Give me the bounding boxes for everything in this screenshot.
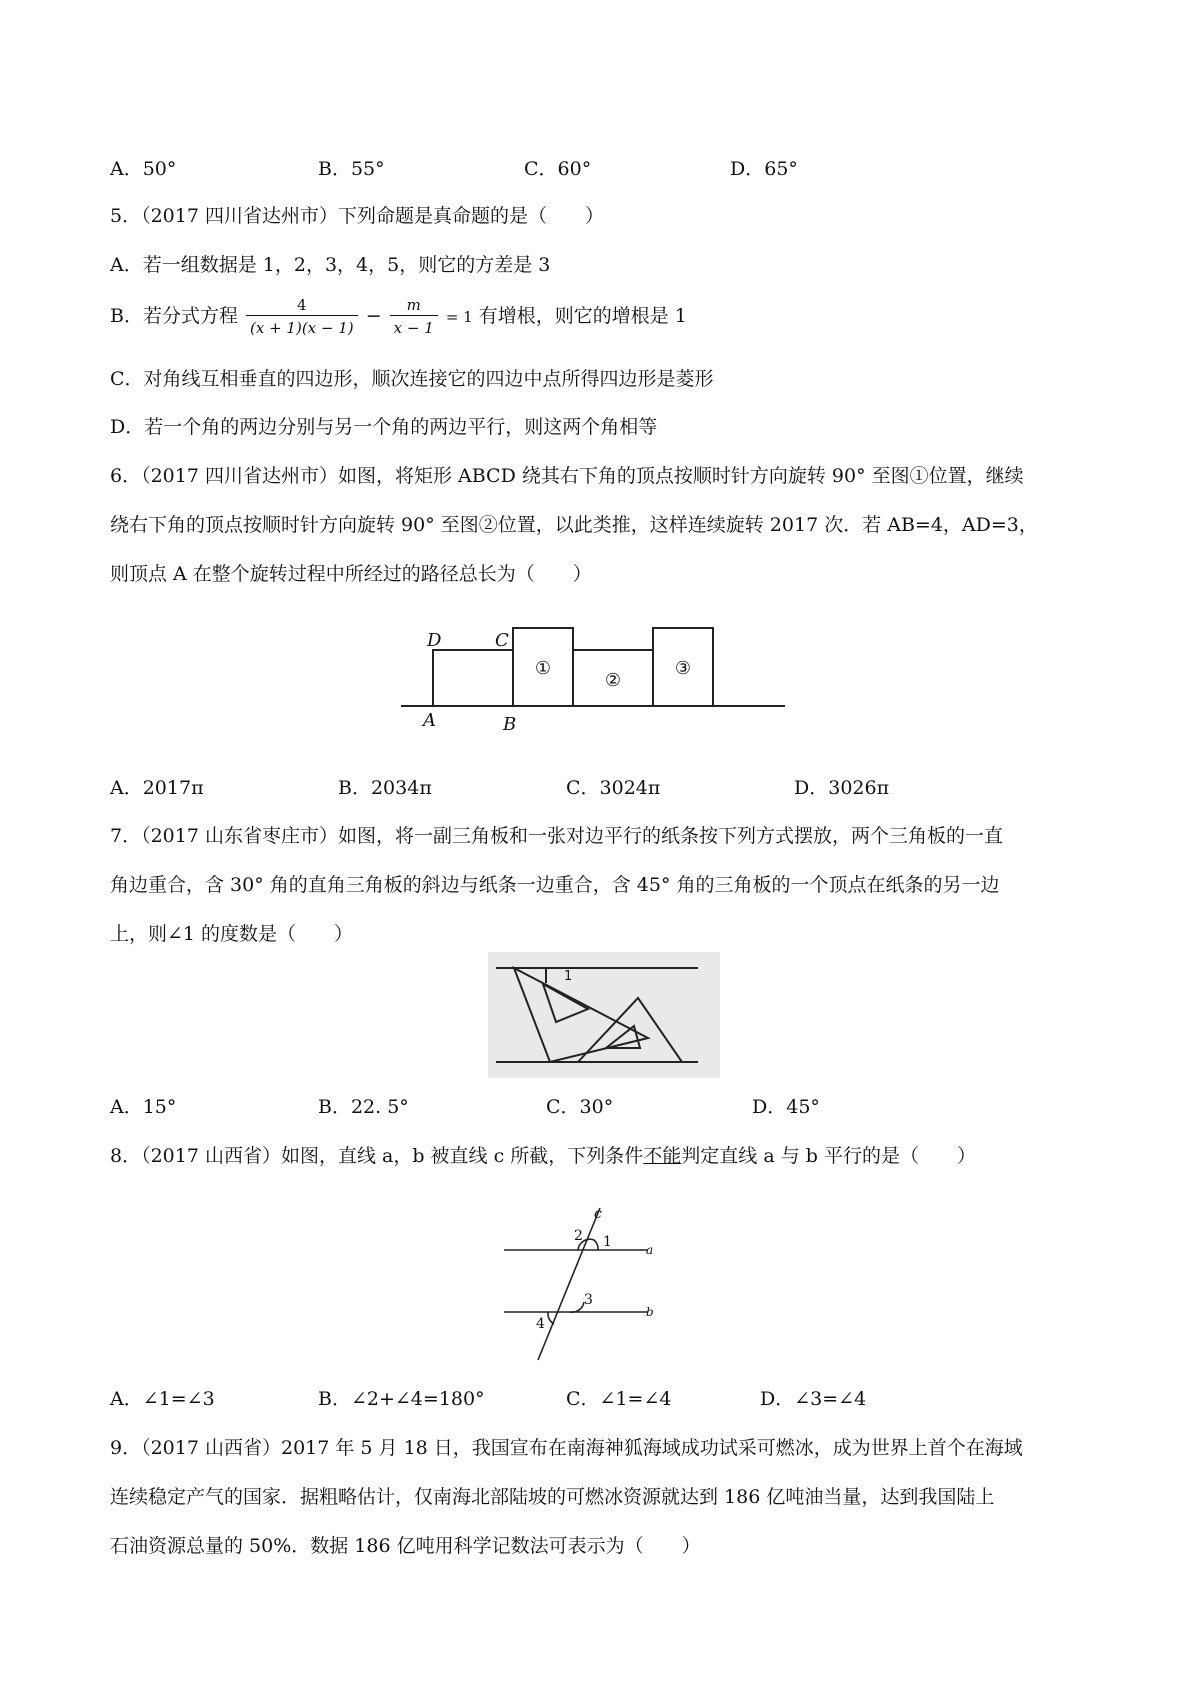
- q5-fraction-1-numerator: 4: [246, 295, 358, 316]
- q4-option-c: C．60°: [524, 158, 592, 180]
- q8-option-a: A．∠1=∠3: [110, 1388, 215, 1410]
- q7-option-b: B．22. 5°: [318, 1096, 409, 1118]
- q5-fraction-1-denominator: (x + 1)(x − 1): [250, 318, 354, 337]
- label-d: D: [427, 630, 442, 651]
- q9-line-3: 石油资源总量的 50%．数据 186 亿吨用科学记数法可表示为（ ）: [110, 1535, 701, 1557]
- q5-fraction-2-numerator: m: [390, 295, 438, 316]
- label-b: b: [646, 1305, 654, 1319]
- q7-option-c: C．30°: [546, 1096, 614, 1118]
- q5-fraction-2: [390, 295, 438, 340]
- q5-fraction-2-denominator: x − 1: [393, 318, 434, 337]
- q6-option-d: D．3026π: [794, 777, 890, 799]
- q6-option-a: A．2017π: [110, 777, 204, 799]
- q6-line-3: 则顶点 A 在整个旋转过程中所经过的路径总长为（ ）: [110, 563, 592, 585]
- q6-option-b: B．2034π: [338, 777, 432, 799]
- q7-triangle-boards-figure: [488, 952, 720, 1078]
- q5-option-b-suffix: 有增根，则它的增根是 1: [478, 305, 687, 327]
- q8-parallel-lines-figure: [498, 1200, 718, 1368]
- q5-option-b-prefix: B．若分式方程: [110, 305, 238, 327]
- q9-line-1: 9．（2017 山西省）2017 年 5 月 18 日，我国宣布在南海神狐海域成功试采可燃冰，成为世界上首个在海域: [110, 1437, 1023, 1459]
- label-position-3: ③: [674, 658, 692, 679]
- q7-option-d: D．45°: [752, 1096, 820, 1118]
- q7-line-1: 7．（2017 山东省枣庄市）如图，将一副三角板和一张对边平行的纸条按下列方式摆放，两个三角板的一直: [110, 825, 1003, 847]
- label-c: C: [495, 630, 509, 651]
- label-a: A: [423, 710, 436, 731]
- q5-stem: 5．（2017 四川省达州市）下列命题是真命题的是（ ）: [110, 205, 604, 227]
- label-b: B: [503, 714, 517, 735]
- q5-minus-sign: −: [365, 305, 382, 327]
- angle-3-arc: [570, 1302, 584, 1312]
- q7-option-a: A．15°: [110, 1096, 177, 1118]
- label-position-2: ②: [604, 670, 622, 691]
- q4-option-d: D．65°: [730, 158, 798, 180]
- label-angle-1: 1: [603, 1234, 612, 1250]
- angle-1-arc: [594, 1240, 598, 1250]
- angle-1-label: 1: [564, 969, 573, 984]
- q5-equals-one: = 1: [445, 308, 473, 326]
- label-angle-3: 3: [584, 1292, 593, 1308]
- line-c: [538, 1208, 600, 1360]
- label-angle-2: 2: [574, 1228, 583, 1244]
- q8-stem: [110, 1143, 976, 1169]
- q8-stem-underlined: 不能: [643, 1145, 682, 1167]
- q6-option-c: C．3024π: [566, 777, 661, 799]
- q6-rotating-rectangle-figure: [395, 618, 795, 738]
- label-c: c: [594, 1206, 602, 1222]
- q8-stem-prefix: 8．（2017 山西省）如图，直线 a，b 被直线 c 所截，下列条件: [110, 1145, 644, 1167]
- q5-option-a: A．若一组数据是 1，2，3，4，5，则它的方差是 3: [110, 254, 551, 276]
- label-angle-4: 4: [536, 1316, 545, 1332]
- q5-option-c: C．对角线互相垂直的四边形，顺次连接它的四边中点所得四边形是菱形: [110, 368, 714, 390]
- q8-option-d: D．∠3=∠4: [760, 1388, 867, 1410]
- label-a: a: [646, 1243, 654, 1257]
- rectangle-abcd: [433, 650, 513, 706]
- q8-option-b: B．∠2+∠4=180°: [318, 1388, 485, 1410]
- q5-fraction-1: [246, 295, 358, 340]
- q8-option-c: C．∠1=∠4: [566, 1388, 672, 1410]
- q8-stem-suffix: 判定直线 a 与 b 平行的是（ ）: [681, 1145, 976, 1167]
- q9-line-2: 连续稳定产气的国家．据粗略估计，仅南海北部陆坡的可燃冰资源就达到 186 亿吨油当量，达到我国陆上: [110, 1486, 995, 1508]
- q6-line-1: 6．（2017 四川省达州市）如图，将矩形 ABCD 绕其右下角的顶点按顺时针方向旋转 90° 至图①位置，继续: [110, 465, 1024, 487]
- q7-line-2: 角边重合，含 30° 角的直角三角板的斜边与纸条一边重合，含 45° 角的三角板的一个顶点在纸条的另一边: [110, 874, 1000, 896]
- q4-option-a: A．50°: [110, 158, 177, 180]
- q6-line-2: 绕右下角的顶点按顺时针方向旋转 90° 至图②位置，以此类推，这样连续旋转 2017 次．若 AB=4，AD=3，: [110, 514, 1038, 536]
- q7-line-3: 上，则∠1 的度数是（ ）: [110, 923, 354, 945]
- label-position-1: ①: [534, 658, 552, 679]
- q4-option-b: B．55°: [318, 158, 385, 180]
- q5-option-b: [110, 294, 687, 340]
- q5-option-d: D．若一个角的两边分别与另一个角的两边平行，则这两个角相等: [110, 416, 658, 438]
